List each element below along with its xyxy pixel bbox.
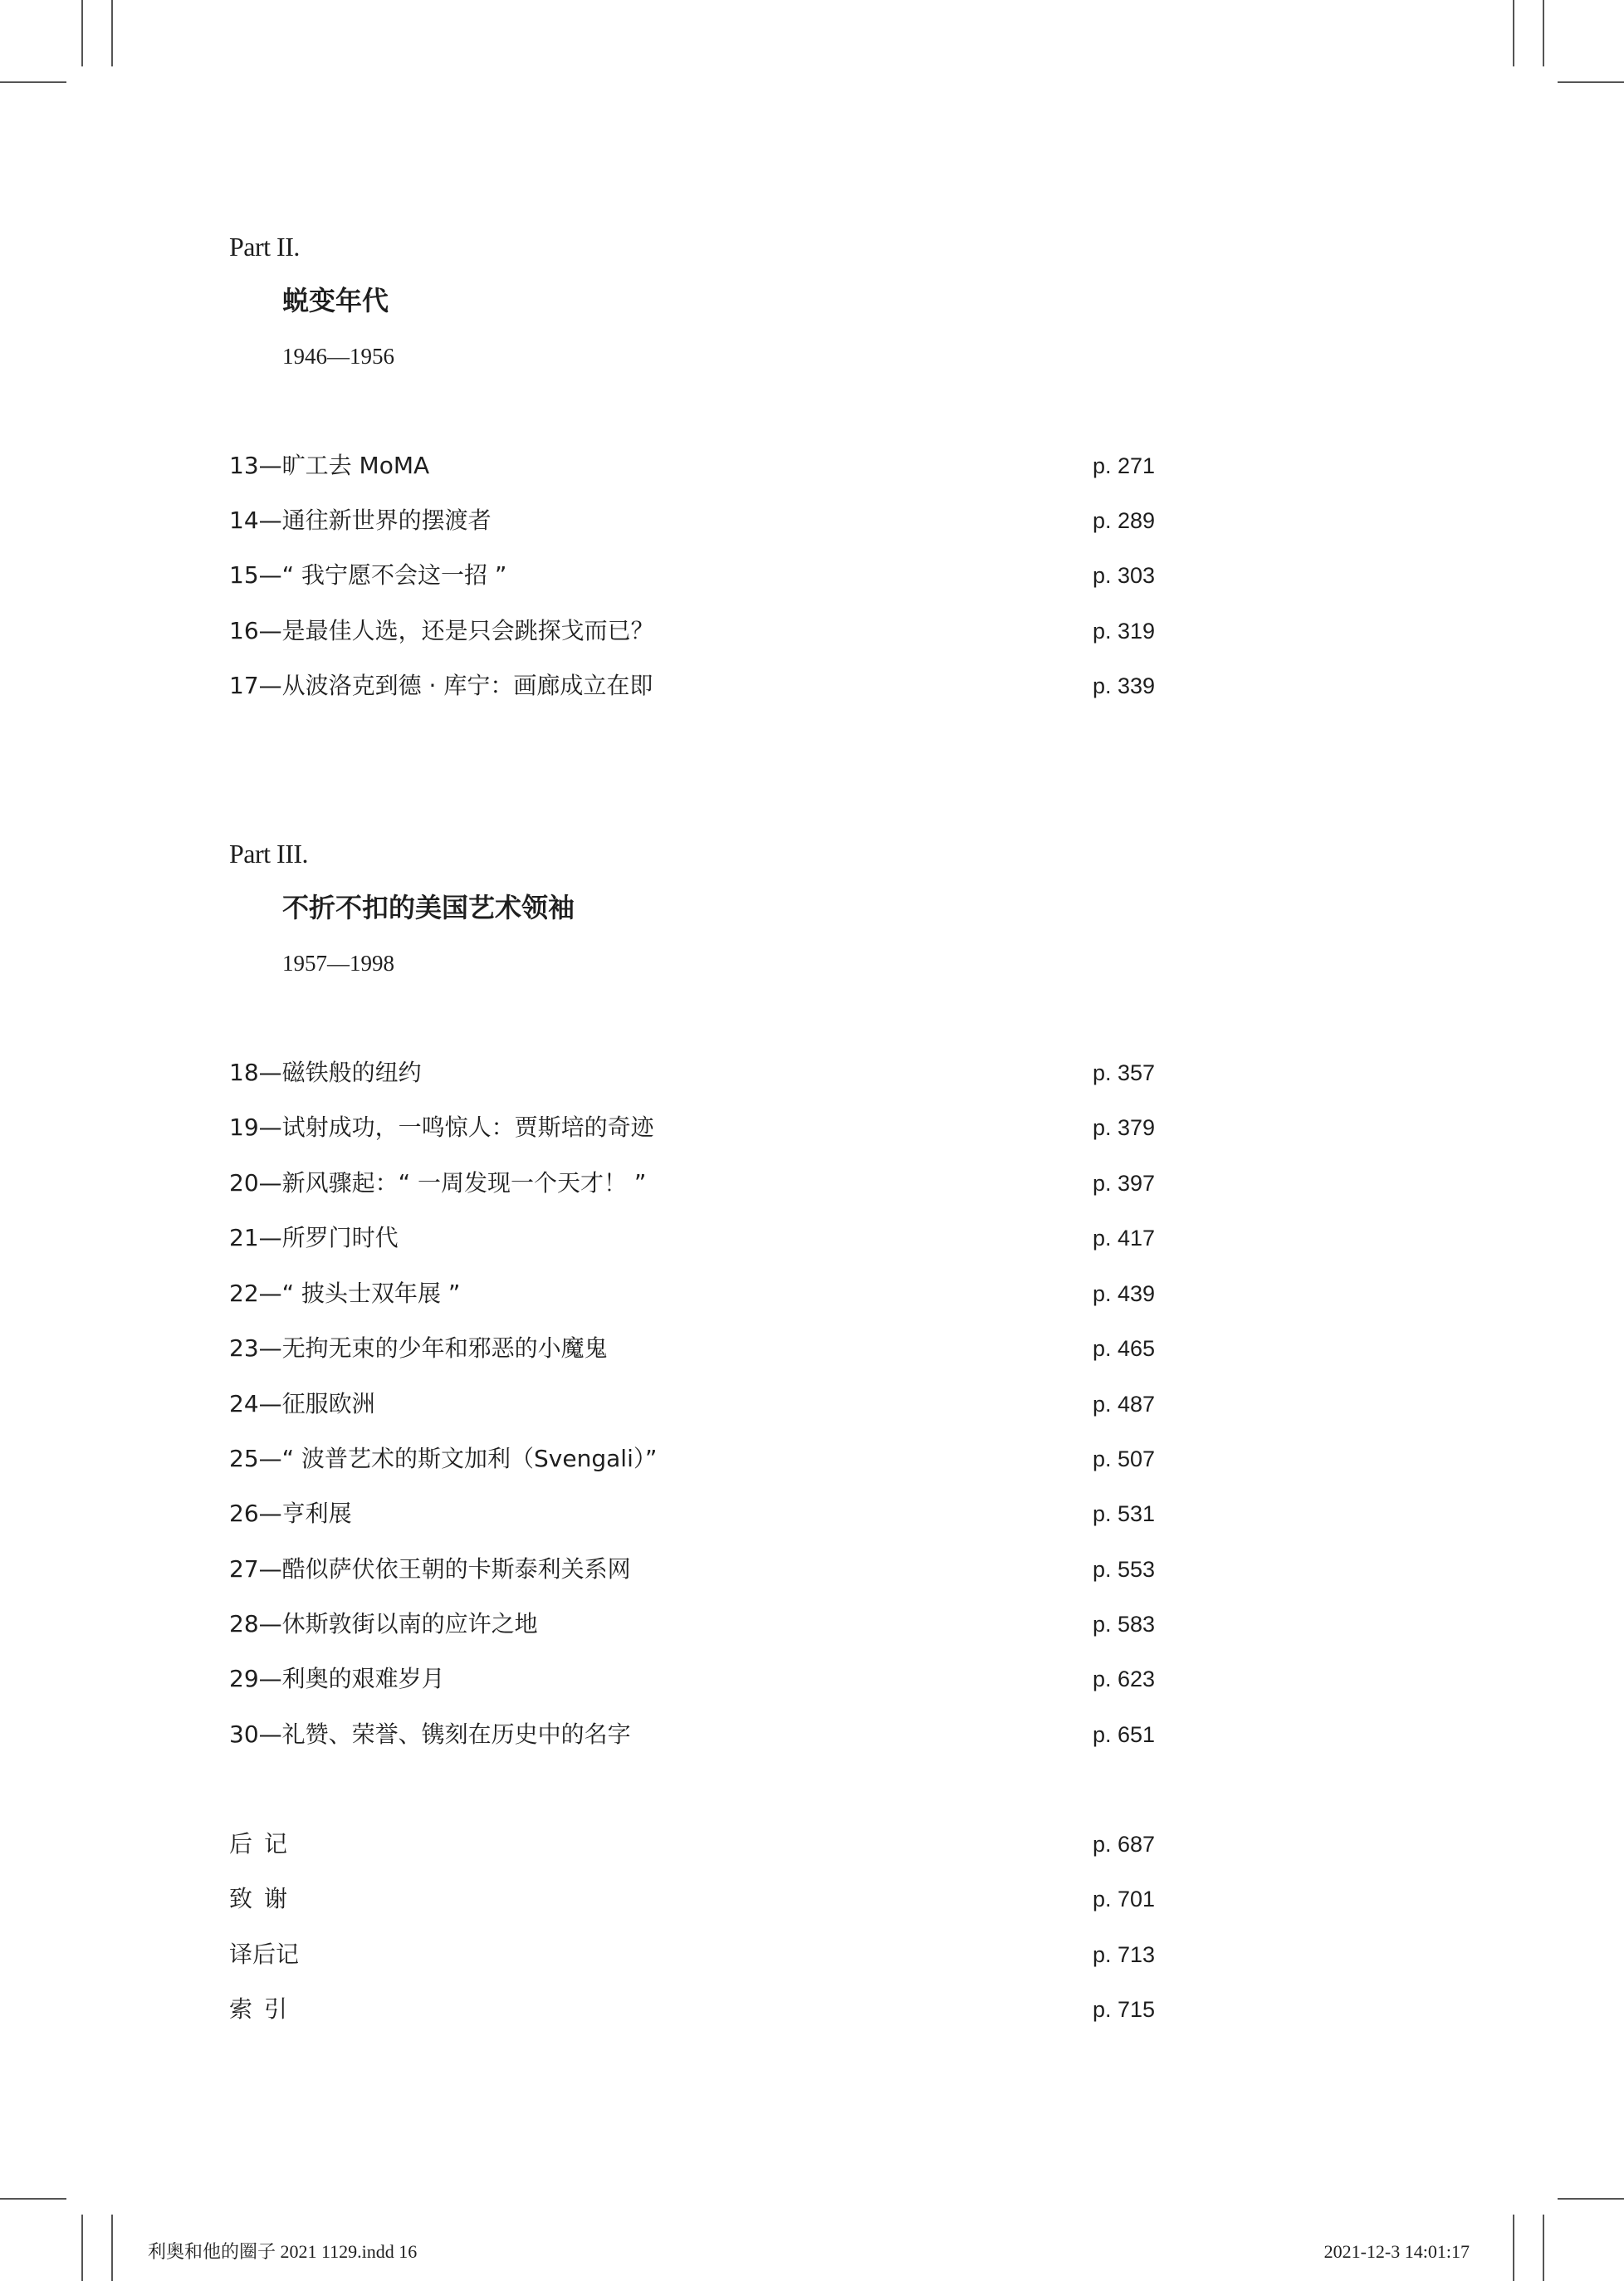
toc-entry[interactable] bbox=[229, 1386, 1155, 1422]
part-title: 不折不扣的美国艺术领袖 bbox=[282, 892, 575, 923]
toc-entry-title: 20—新风骤起：“ 一周发现一个天才！ ” bbox=[229, 1169, 647, 1197]
toc-entry-page: p. 713 bbox=[1093, 1942, 1156, 1967]
crop-mark bbox=[111, 0, 113, 66]
toc-entry-title: 14—通往新世界的摆渡者 bbox=[229, 507, 492, 534]
toc-entry-title: 23—无拘无束的少年和邪恶的小魔鬼 bbox=[229, 1334, 608, 1362]
toc-entry-title: 15—“ 我宁愿不会这一招 ” bbox=[229, 561, 507, 589]
slug-file-info: 利奥和他的圈子 2021 1129.indd 16 bbox=[148, 2241, 418, 2262]
toc-entry-page: p. 303 bbox=[1093, 563, 1156, 588]
toc-entry-page: p. 701 bbox=[1093, 1887, 1156, 1911]
toc-entry[interactable] bbox=[229, 1330, 1155, 1367]
toc-entry[interactable] bbox=[229, 1220, 1155, 1256]
part-years: 1957—1998 bbox=[282, 951, 394, 976]
crop-mark bbox=[0, 81, 66, 83]
toc-entry-title: 28—休斯敦街以南的应许之地 bbox=[229, 1610, 538, 1637]
toc-entry-page: p. 397 bbox=[1093, 1171, 1156, 1196]
toc-entry-page: p. 379 bbox=[1093, 1115, 1156, 1140]
toc-entry-title: 22—“ 披头士双年展 ” bbox=[229, 1280, 461, 1307]
toc-entry-title: 18—磁铁般的纽约 bbox=[229, 1059, 422, 1086]
toc-entry[interactable] bbox=[229, 1109, 1155, 1146]
slug-timestamp: 2021-12-3 14:01:17 bbox=[1323, 2241, 1470, 2262]
crop-mark bbox=[1558, 2198, 1624, 2200]
crop-mark bbox=[81, 0, 83, 66]
toc-entry[interactable] bbox=[229, 1165, 1155, 1202]
toc-entry[interactable] bbox=[229, 1055, 1155, 1091]
toc-entry-page: p. 357 bbox=[1093, 1060, 1156, 1085]
toc-entry-title: 17—从波洛克到德 · 库宁：画廊成立在即 bbox=[229, 672, 653, 699]
crop-mark bbox=[1558, 81, 1624, 83]
toc-entry[interactable] bbox=[229, 448, 1155, 484]
toc-entry[interactable] bbox=[229, 613, 1155, 649]
toc-entry-acknowledgements[interactable] bbox=[229, 1881, 1155, 1917]
toc-entry-page: p. 271 bbox=[1093, 453, 1156, 478]
toc-entry[interactable] bbox=[229, 557, 1155, 594]
crop-mark bbox=[81, 2215, 83, 2281]
crop-mark bbox=[111, 2215, 113, 2281]
toc-entry-afterword[interactable] bbox=[229, 1826, 1155, 1862]
part-title: 蜕变年代 bbox=[282, 285, 389, 316]
toc-entry-page: p. 553 bbox=[1093, 1557, 1156, 1582]
toc-entry-page: p. 289 bbox=[1093, 508, 1156, 533]
toc-entry-page: p. 507 bbox=[1093, 1446, 1156, 1471]
toc-entry[interactable] bbox=[229, 1716, 1155, 1753]
toc-entry[interactable] bbox=[229, 1606, 1155, 1642]
toc-entry-page: p. 417 bbox=[1093, 1226, 1156, 1251]
toc-entry-title: 21—所罗门时代 bbox=[229, 1224, 399, 1251]
toc-entry-page: p. 487 bbox=[1093, 1392, 1156, 1417]
toc-entry[interactable] bbox=[229, 1551, 1155, 1588]
toc-entry-title: 30—礼赞、荣誉、镌刻在历史中的名字 bbox=[229, 1721, 631, 1748]
toc-entry-index[interactable] bbox=[229, 1991, 1155, 2028]
toc-entry[interactable] bbox=[229, 1275, 1155, 1312]
crop-mark bbox=[1513, 2215, 1514, 2281]
toc-entry-title: 26—亨利展 bbox=[229, 1500, 352, 1527]
toc-entry[interactable] bbox=[229, 668, 1155, 704]
toc-entry-title: 16—是最佳人选，还是只会跳探戈而已？ bbox=[229, 617, 654, 644]
toc-entry-page: p. 531 bbox=[1093, 1501, 1156, 1526]
toc-entry-title: 27—酷似萨伏依王朝的卡斯泰利关系网 bbox=[229, 1555, 631, 1583]
part-label: Part III. bbox=[229, 839, 309, 869]
toc-entry-page: p. 687 bbox=[1093, 1832, 1156, 1857]
toc-entry-title: 13—旷工去 MoMA bbox=[229, 452, 430, 479]
toc-entry-title: 25—“ 波普艺术的斯文加利（Svengali）” bbox=[229, 1445, 658, 1472]
part-years: 1946—1956 bbox=[282, 344, 394, 369]
toc-entry-page: p. 439 bbox=[1093, 1281, 1156, 1306]
toc-entry-translator-afterword[interactable] bbox=[229, 1936, 1155, 1973]
crop-mark bbox=[1543, 2215, 1544, 2281]
toc-entry-title: 24—征服欧洲 bbox=[229, 1390, 375, 1417]
toc-entry[interactable] bbox=[229, 502, 1155, 539]
toc-entry-title: 19—试射成功，一鸣惊人：贾斯培的奇迹 bbox=[229, 1114, 654, 1141]
crop-mark bbox=[1513, 0, 1514, 66]
toc-entry-page: p. 339 bbox=[1093, 673, 1156, 698]
toc-entry-page: p. 583 bbox=[1093, 1612, 1156, 1637]
crop-mark bbox=[0, 2198, 66, 2200]
toc-entry-title: 译后记 bbox=[229, 1941, 300, 1968]
crop-mark bbox=[1543, 0, 1544, 66]
toc-entry[interactable] bbox=[229, 1441, 1155, 1477]
toc-entry-page: p. 319 bbox=[1093, 619, 1156, 644]
toc-entry-page: p. 465 bbox=[1093, 1336, 1156, 1361]
toc-entry-page: p. 623 bbox=[1093, 1667, 1156, 1691]
toc-entry-title: 后记 bbox=[229, 1830, 300, 1858]
toc-entry-title: 29—利奥的艰难岁月 bbox=[229, 1665, 445, 1692]
toc-entry-page: p. 651 bbox=[1093, 1722, 1156, 1747]
toc-entry[interactable] bbox=[229, 1661, 1155, 1697]
part-label: Part II. bbox=[229, 232, 300, 262]
toc-entry[interactable] bbox=[229, 1495, 1155, 1532]
toc-entry-title: 致谢 bbox=[229, 1885, 300, 1912]
toc-entry-title: 索引 bbox=[229, 1995, 300, 2023]
toc-entry-page: p. 715 bbox=[1093, 1997, 1156, 2022]
